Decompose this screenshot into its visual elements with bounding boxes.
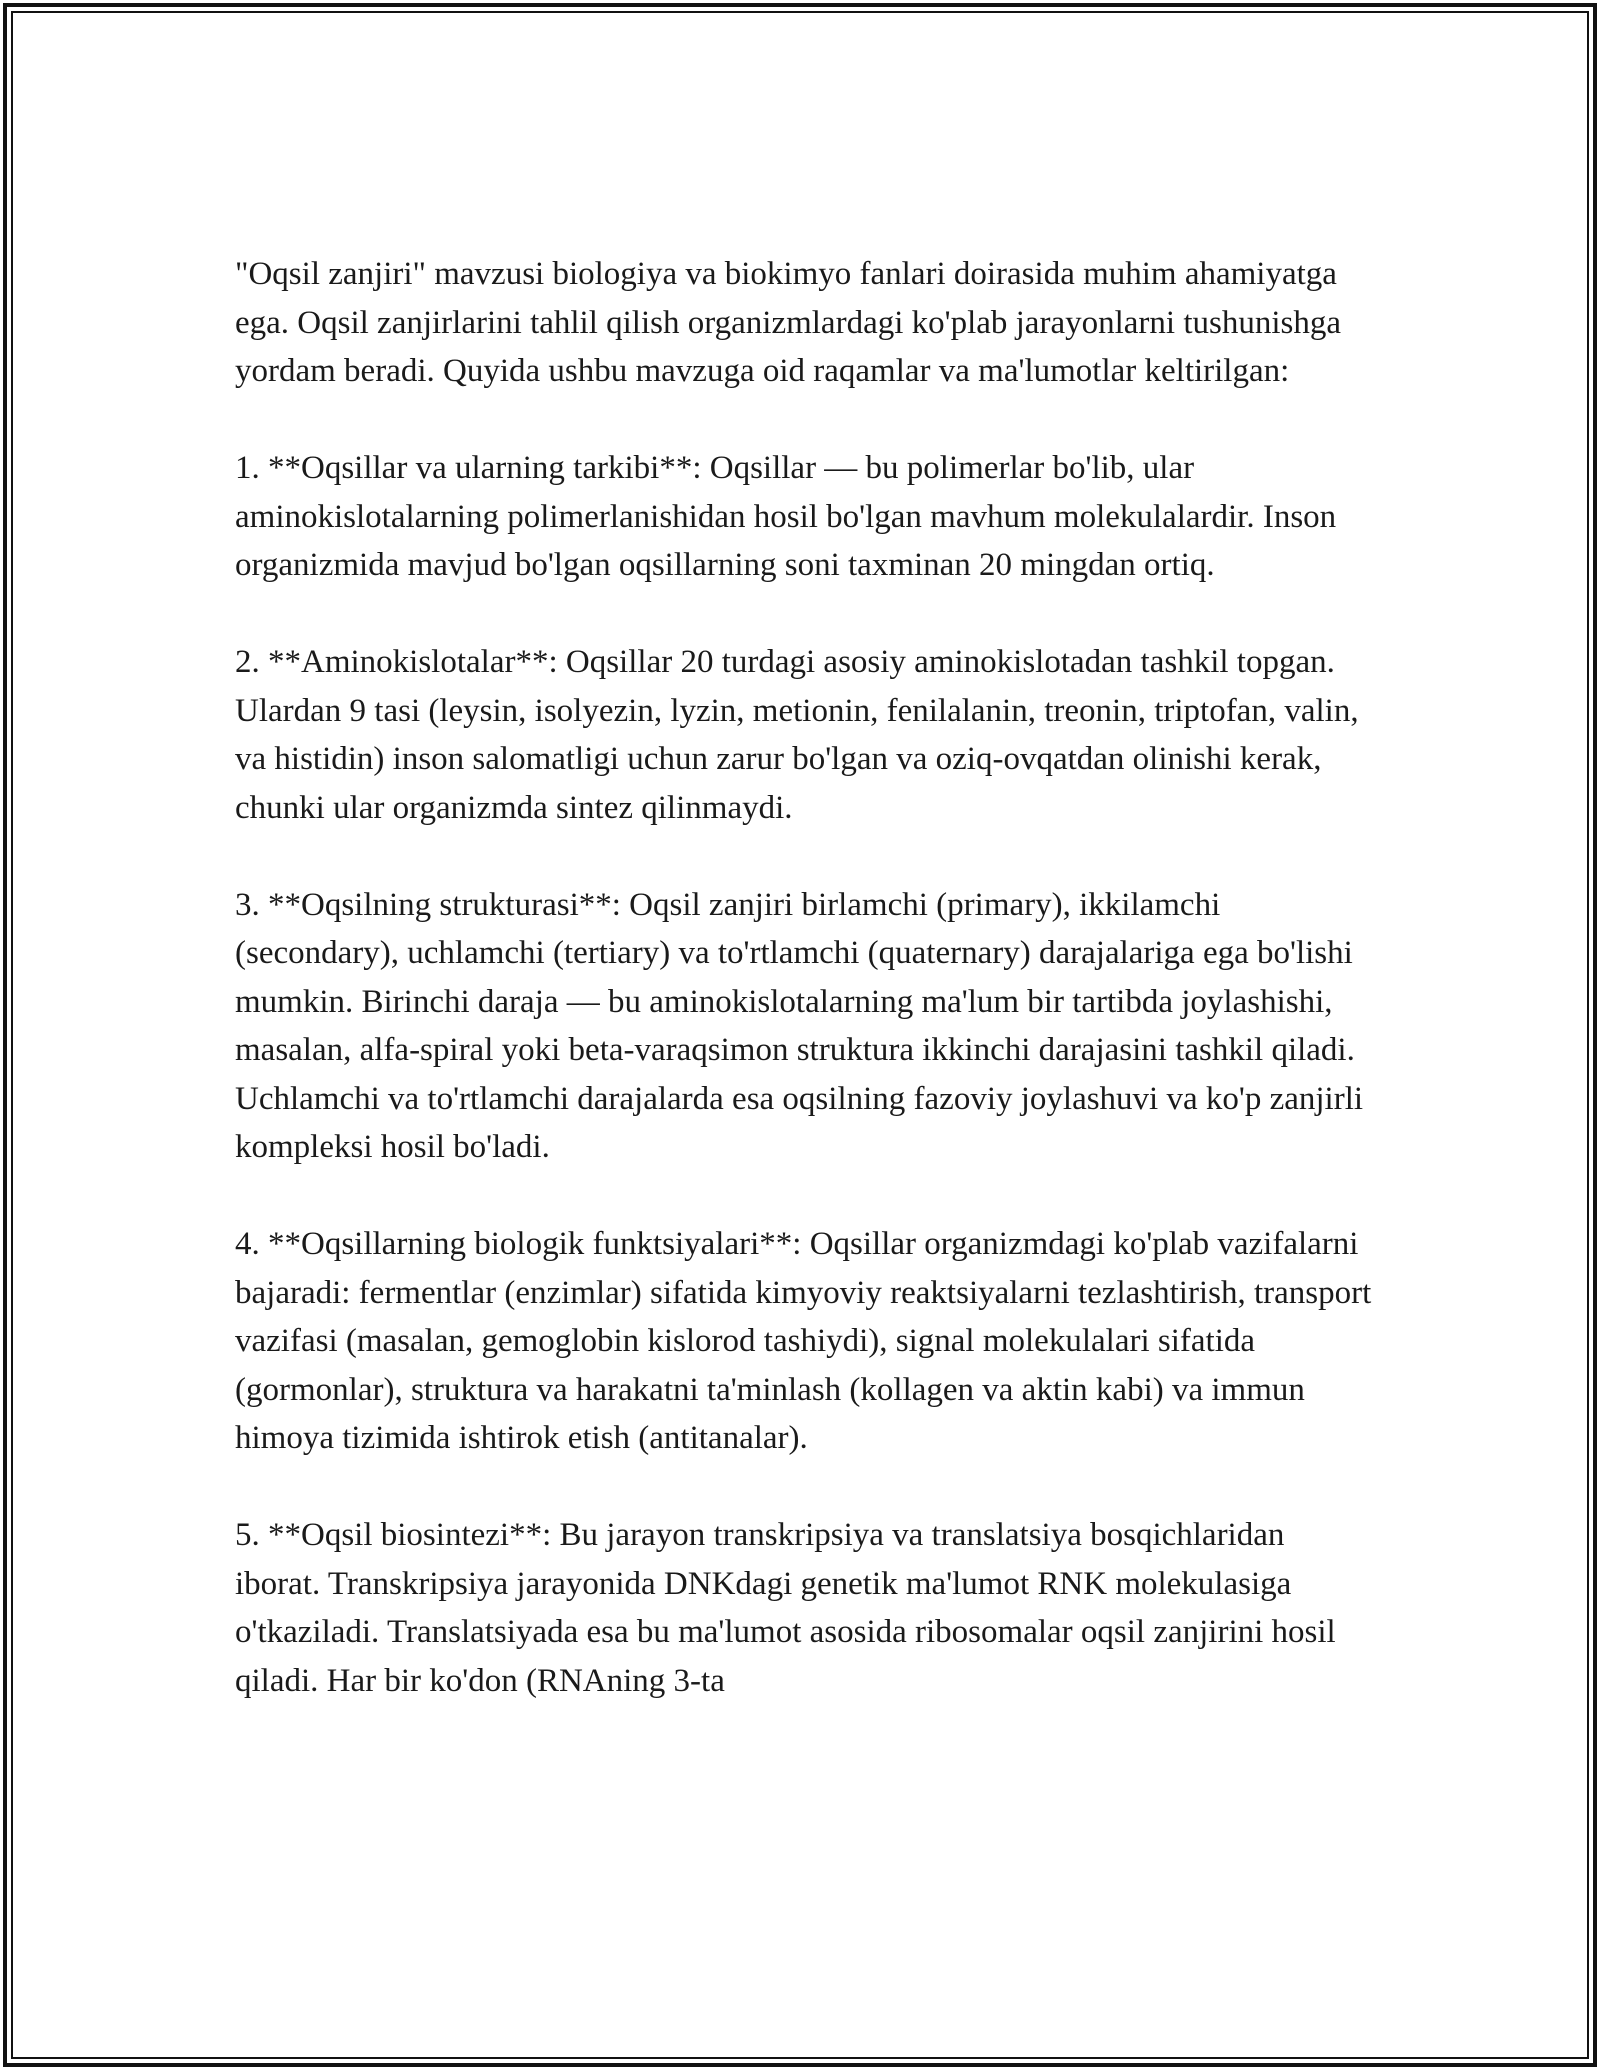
paragraph-item-1: 1. **Oqsillar va ularning tarkibi**: Oqsillar — bu polimerlar bo'lib, ular aminokislotalarning polimerlanishidan hosil bo'lgan mavhum molekulalardir. Inson organizmida mavjud bo'lgan oqsillarning soni taxminan 20 mingdan ortiq. [235,450,1337,583]
document-body [235,250,1375,1705]
paragraph-item-5: 5. **Oqsil biosintezi**: Bu jarayon transkripsiya va translatsiya bosqichlaridan iborat. Transkripsiya jarayonida DNKdagi genetik ma'lumot RNK molekulasiga o'tkaziladi. Translatsiyada esa bu ma'lumot asosida ribosomalar oqsil zanjirini hosil qiladi. Har bir ko'don (RNAning 3-ta [235,1517,1336,1699]
paragraph-item-4: 4. **Oqsillarning biologik funktsiyalari**: Oqsillar organizmdagi ko'plab vazifalarni bajaradi: fermentlar (enzimlar) sifatida kimyoviy reaktsiyalarni tezlashtirish, transport vazifasi (masalan, gemoglobin kislorod tashiydi), signal molekulalari sifatida (gormonlar), struktura va harakatni ta'minlash (kollagen va aktin kabi) va immun himoya tizimida ishtirok etish (antitanalar). [235,1226,1372,1456]
paragraph-item-3: 3. **Oqsilning strukturasi**: Oqsil zanjiri birlamchi (primary), ikkilamchi (secondary), uchlamchi (tertiary) va to'rtlamchi (quaternary) darajalariga ega bo'lishi mumkin. Birinchi daraja — bu aminokislotalarning ma'lum bir tartibda joylashishi, masalan, alfa-spiral yoki beta-varaqsimon struktura ikkinchi darajasini tashkil qiladi. Uchlamchi va to'rtlamchi darajalarda esa oqsilning fazoviy joylashuvi va ko'p zanjirli kompleksi hosil bo'ladi. [235,886,1364,1165]
paragraph-intro: "Oqsil zanjiri" mavzusi biologiya va biokimyo fanlari doirasida muhim ahamiyatga ega. Oqsil zanjirlarini tahlil qilish organizmlardagi ko'plab jarayonlarni tushunishga yordam beradi. Quyida ushbu mavzuga oid raqamlar va ma'lumotlar keltirilgan: [235,256,1341,389]
paragraph-item-2: 2. **Aminokislotalar**: Oqsillar 20 turdagi asosiy aminokislotadan tashkil topgan. Ulardan 9 tasi (leysin, isolyezin, lyzin, metionin, fenilalanin, treonin, triptofan, valin, va histidin) inson salomatligi uchun zarur bo'lgan va oziq-ovqatdan olinishi kerak, chunki ular organizmda sintez qilinmaydi. [235,644,1359,826]
